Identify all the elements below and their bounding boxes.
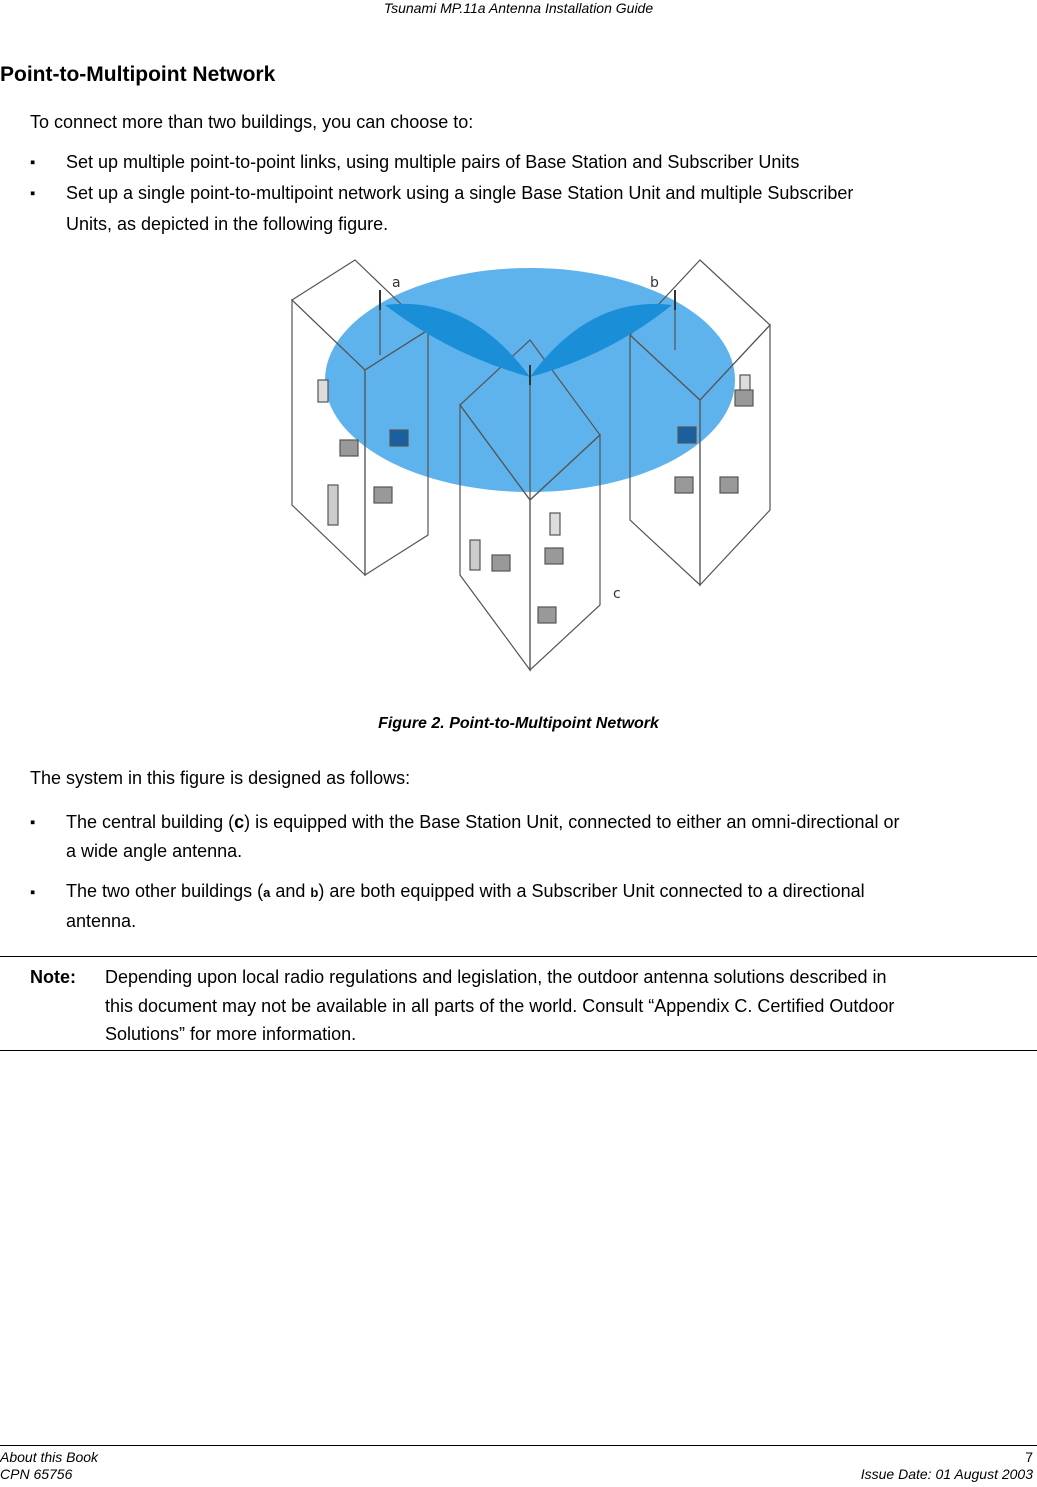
footer-rule (0, 1445, 1037, 1446)
building-ref-c: c (234, 812, 245, 832)
note-line2: this document may not be available in all parts of the world. Consult “Appendix C. Certified Outdoor (105, 996, 895, 1016)
text-run: The central building ( (66, 812, 235, 832)
note-bottom-rule (0, 1050, 1037, 1051)
bullet-icon: ▪ (30, 884, 36, 901)
intro-text: To connect more than two buildings, you can choose to: (30, 112, 474, 132)
design-item-2-line2: antenna. (66, 911, 137, 931)
text-run: and (270, 881, 311, 901)
bullet-icon: ▪ (30, 814, 36, 831)
note-top-rule (0, 956, 1037, 957)
option-1: Set up multiple point-to-point links, using multiple pairs of Base Station and Subscriber Units (66, 152, 800, 172)
note-line1: Depending upon local radio regulations and legislation, the outdoor antenna solutions described in (105, 967, 887, 987)
bullet-icon: ▪ (30, 154, 36, 171)
text-run: ) is equipped with the Base Station Unit, connected to either an omni-directional or (244, 812, 900, 832)
label-c: c (613, 586, 621, 602)
footer-cpn: CPN 65756 (0, 1466, 73, 1482)
section-title: Point-to-Multipoint Network (0, 63, 276, 86)
issue-date: Issue Date: 01 August 2003 (860, 1466, 1033, 1482)
design-item-1 (66, 807, 1031, 838)
label-b: b (650, 275, 659, 291)
text-run: The two other buildings ( (66, 881, 264, 901)
building-ref-a: a (263, 885, 271, 900)
note-label: Note: (30, 967, 76, 987)
page-number: 7 (1025, 1449, 1033, 1465)
running-header: Tsunami MP.11a Antenna Installation Guide (383, 0, 654, 16)
building-ref-b: b (310, 885, 319, 900)
design-intro: The system in this figure is designed as follows: (30, 768, 411, 788)
design-item-1-line2: a wide angle antenna. (66, 841, 243, 861)
option-2-line2: Units, as depicted in the following figure. (66, 214, 389, 234)
design-item-2 (66, 876, 1031, 908)
bullet-icon: ▪ (30, 185, 36, 202)
figure-caption: Figure 2. Point-to-Multipoint Network (378, 715, 659, 732)
footer-section: About this Book (0, 1449, 99, 1465)
option-2-line1: Set up a single point-to-multipoint network using a single Base Station Unit and multiple Subscriber (66, 183, 854, 203)
network-figure (280, 255, 780, 675)
text-run: ) are both equipped with a Subscriber Unit connected to a directional (318, 881, 865, 901)
label-a: a (392, 275, 401, 291)
note-line3: Solutions” for more information. (105, 1024, 357, 1044)
